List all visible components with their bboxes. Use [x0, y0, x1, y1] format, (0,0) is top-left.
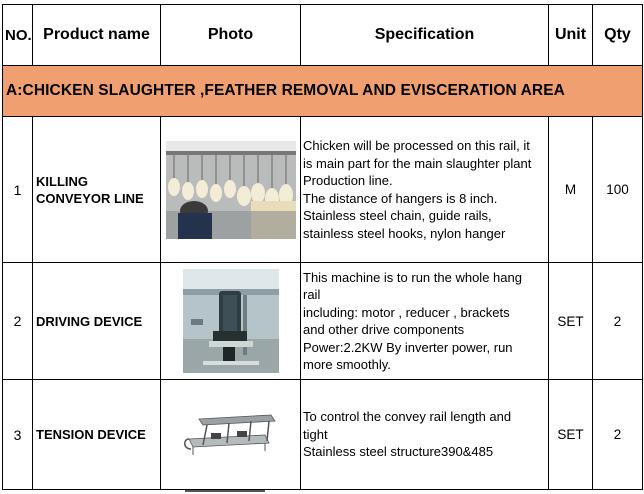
header-unit: Unit [549, 5, 593, 66]
spec-line: Chicken will be processed on this rail, it [303, 138, 530, 153]
equipment-table [2, 4, 643, 490]
product-name [33, 117, 161, 263]
section-row [3, 66, 643, 117]
row-number: 2 [3, 263, 33, 380]
qty-cell: 100 [593, 117, 643, 263]
qty-cell: 2 [593, 263, 643, 380]
header-qty: Qty [593, 5, 643, 66]
specification-cell [301, 380, 549, 490]
table-row [3, 380, 643, 490]
product-photo-cell [161, 117, 301, 263]
product-name-line: CONVEYOR LINE [36, 190, 144, 206]
next-row-photo-edge [185, 490, 265, 492]
product-name-line: KILLING [36, 173, 88, 189]
product-name: TENSION DEVICE [33, 380, 161, 490]
spec-line: Stainless steel chain, guide rails, [303, 208, 492, 223]
header-product-name: Product name [33, 5, 161, 66]
driving-device-photo [183, 269, 279, 373]
spec-line: stainless steel hooks, nylon hanger [303, 225, 506, 241]
equipment-table-sheet [2, 4, 642, 490]
table-row [3, 263, 643, 380]
spec-line: Power:2.2KW By inverter power, run [303, 339, 513, 355]
row-number: 3 [3, 380, 33, 490]
table-row [3, 117, 643, 263]
unit-cell: SET [549, 380, 593, 490]
spec-line: including: motor , reducer , brackets [303, 304, 510, 320]
product-photo-cell [161, 380, 301, 490]
row-number: 1 [3, 117, 33, 263]
spec-line: rail [303, 287, 321, 302]
section-title: A:CHICKEN SLAUGHTER ,FEATHER REMOVAL AND EVISCERATION AREA [3, 66, 643, 117]
spec-line: and other drive components [303, 322, 465, 337]
spec-line: tight [303, 426, 328, 442]
header-specification: Specification [301, 5, 549, 66]
unit-cell: SET [549, 263, 593, 380]
header-no: NO. [3, 5, 33, 66]
header-photo: Photo [161, 5, 301, 66]
tension-device-photo [181, 409, 281, 461]
spec-line: is main part for the main slaughter plant [303, 155, 532, 171]
product-photo-cell [161, 263, 301, 380]
spec-line: Stainless steel structure390&485 [303, 444, 494, 460]
conveyor-line-photo [166, 141, 296, 239]
specification-cell [301, 117, 549, 263]
spec-line: To control the convey rail length and [303, 409, 512, 425]
header-row [3, 5, 643, 66]
spec-line: more smoothly. [303, 357, 391, 372]
product-name: DRIVING DEVICE [33, 263, 161, 380]
spec-line: Production line. [303, 173, 393, 188]
specification-cell [301, 263, 549, 380]
qty-cell: 2 [593, 380, 643, 490]
unit-cell: M [549, 117, 593, 263]
spec-line: This machine is to run the whole hang [303, 269, 522, 285]
spec-line: The distance of hangers is 8 inch. [303, 190, 498, 206]
